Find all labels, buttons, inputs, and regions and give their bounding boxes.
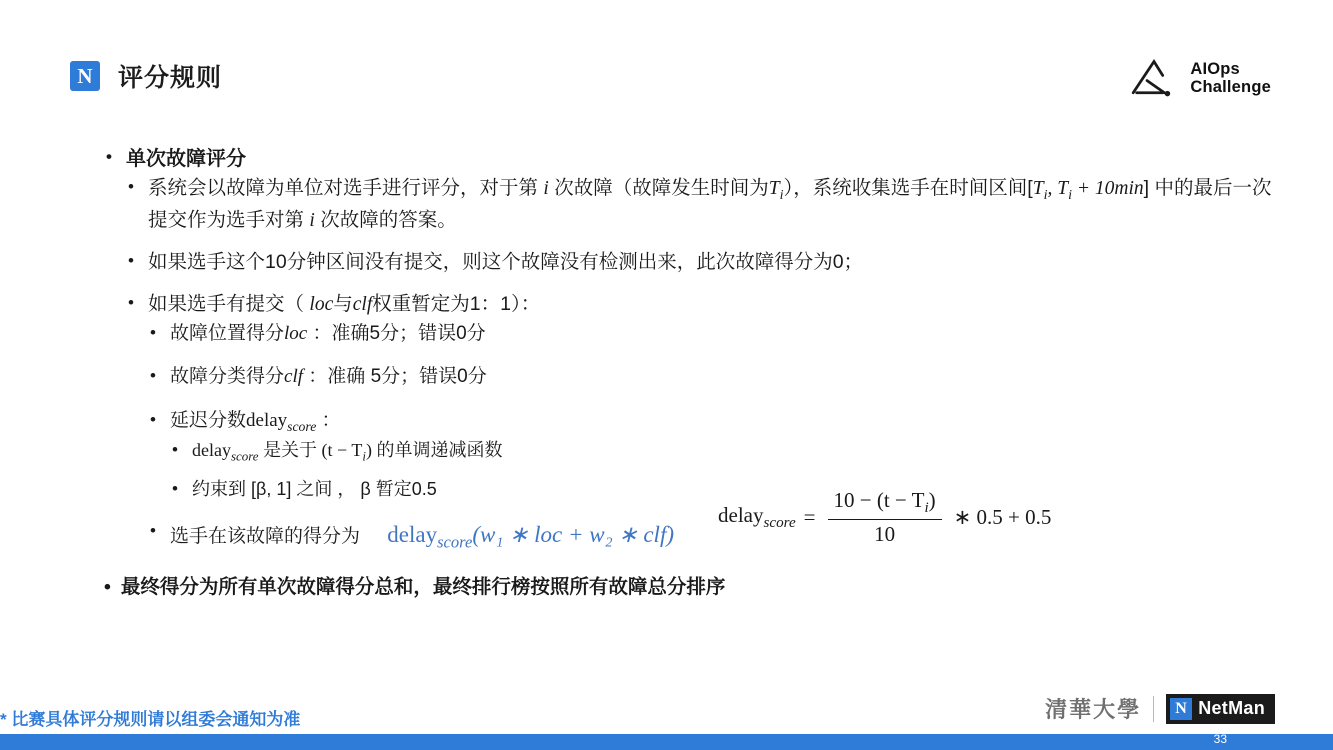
math-clf: clf <box>284 366 304 388</box>
netman-logo <box>1166 694 1275 724</box>
final-score-rule <box>104 571 1273 599</box>
footer-bar <box>0 734 1333 750</box>
bullet-dot: • <box>150 409 156 429</box>
text-fragment: 是关于 (t − T <box>258 440 363 461</box>
bullet-dot: • <box>150 521 156 541</box>
score-formula <box>387 522 674 552</box>
formula-tail: ∗ 0.5 + 0.5 <box>953 505 1052 530</box>
formula-equals: = <box>803 505 816 530</box>
rule-text: 约束到 [β, 1] 之间 ， β 暂定0.5 <box>192 479 437 500</box>
formula-expression: (w₁ ∗ loc + w₂ ∗ clf) <box>472 522 674 548</box>
bullet-dot: • <box>128 177 134 196</box>
rule-with-submission <box>126 290 1273 555</box>
math-loc: loc <box>309 294 334 316</box>
bullet-dot: • <box>106 147 112 166</box>
math-i: i <box>543 178 549 199</box>
formula-delay: delay <box>387 522 438 548</box>
bullet-list-level1 <box>104 144 1273 555</box>
numerator-end: ) <box>928 488 936 512</box>
formula-lhs-text: delay <box>718 503 764 527</box>
slide-header <box>70 58 222 94</box>
text-fragment: 次故障的答案。 <box>314 208 457 231</box>
math-T-sub: i <box>779 186 784 203</box>
text-fragment: ：准确 5分；错误0分 <box>303 366 487 388</box>
numerator-text: 10 − (t − T <box>833 488 925 512</box>
text-fragment: ) 的单调递减函数 <box>366 440 503 461</box>
text-fragment: 系统会以故障为单位对选手进行评分，对于第 <box>148 177 544 199</box>
math-T-sub: i <box>362 448 366 464</box>
text-fragment: 如果选手有提交（ <box>148 293 310 316</box>
text-fragment: 与 <box>333 293 353 316</box>
bullet-dot: • <box>150 366 156 386</box>
math-offset: + 10min <box>1071 178 1144 199</box>
rule-text: 如果选手这个10分钟区间没有提交，则这个故障没有检测出来，此次故障得分为0； <box>148 251 864 274</box>
math-T: T <box>1032 178 1044 199</box>
netman-wordmark: NetMan <box>1198 698 1265 718</box>
text-fragment: ），系统收集选手在时间区间[ <box>783 177 1033 199</box>
footer-note: * 比赛具体评分规则请以组委会通知为准 <box>0 710 301 729</box>
bullet-dot: • <box>150 322 156 342</box>
math-i2: i <box>309 209 315 231</box>
rule-delay-score <box>148 407 1273 503</box>
rule-classification-score <box>148 363 1273 392</box>
math-delay-sub: score <box>230 448 259 464</box>
text-fragment: 次故障（故障发生时间为 <box>548 177 769 199</box>
aiops-wordmark <box>1190 60 1271 97</box>
final-score-text: 最终得分为所有单次故障得分总和，最终排行榜按照所有故障总分排序 <box>120 576 726 599</box>
rule-text <box>170 366 487 387</box>
bullet-dot: • <box>128 251 134 271</box>
formula-numerator <box>828 488 942 520</box>
numerator-sub: i <box>924 500 929 517</box>
math-T-sub: i <box>1043 186 1048 203</box>
rule-text <box>170 409 341 434</box>
section-title-item <box>104 144 1273 555</box>
math-delay-sub: score <box>287 418 317 434</box>
rule-location-score <box>148 320 1273 349</box>
math-T2-sub: i <box>1068 186 1072 203</box>
rule-text: 选手在该故障的得分为 <box>170 526 361 548</box>
aiops-line2: Challenge <box>1190 78 1271 96</box>
bullet-dot: • <box>172 440 178 460</box>
rule-text <box>170 323 486 344</box>
math-T2: , T <box>1047 178 1069 199</box>
text-fragment: 故障分类得分 <box>170 366 285 388</box>
math-loc: loc <box>284 322 308 344</box>
aiops-challenge-logo <box>1128 58 1271 98</box>
text-fragment: ： <box>316 409 341 431</box>
rule-delay-monotonic <box>170 437 1273 466</box>
rule-scoring-window <box>126 174 1273 235</box>
netman-mark-icon: N <box>1170 698 1192 720</box>
bullet-list-level3 <box>148 320 1273 556</box>
formula-denominator: 10 <box>874 522 896 547</box>
logo-letter: N <box>77 63 93 88</box>
tsinghua-logo: 清華大學 <box>1045 697 1142 722</box>
aiops-mark-icon <box>1128 58 1180 98</box>
formula-lhs-sub: score <box>763 515 796 532</box>
formula-fraction <box>828 488 942 547</box>
footer-logos <box>1045 693 1275 724</box>
netman-logo-icon <box>70 61 100 91</box>
formula-lhs <box>718 503 796 532</box>
rule-text <box>148 177 1272 231</box>
text-fragment: 故障位置得分 <box>170 322 285 344</box>
page-title: 评分规则 <box>118 64 223 92</box>
math-clf: clf <box>352 294 373 316</box>
aiops-line1: AIOps <box>1190 59 1240 78</box>
text-fragment: ] 中的最后一次提交作为选手对第 <box>148 177 1272 231</box>
rule-total-fault-score <box>148 518 1273 555</box>
delay-score-formula <box>718 488 1051 547</box>
section-title: 单次故障评分 <box>126 148 246 170</box>
formula-delay-sub: score <box>437 532 473 552</box>
bullet-dot: • <box>104 576 111 599</box>
math-delay: delay <box>192 440 231 461</box>
bullet-dot: • <box>128 293 134 313</box>
rule-text <box>148 293 540 315</box>
logo-divider <box>1153 696 1154 722</box>
rule-text <box>192 440 503 464</box>
math-T: T <box>768 178 780 199</box>
text-fragment: 权重暂定为1：1）： <box>372 293 541 316</box>
text-fragment: ：准确5分；错误0分 <box>307 322 486 344</box>
math-delay: delay <box>246 409 288 431</box>
bullet-dot: • <box>172 479 178 499</box>
rule-no-submission <box>126 248 1273 277</box>
slide-body <box>104 144 1273 599</box>
page-number: 33 <box>1213 732 1227 746</box>
text-fragment: 延迟分数 <box>170 409 247 431</box>
bullet-list-level2 <box>126 174 1273 555</box>
